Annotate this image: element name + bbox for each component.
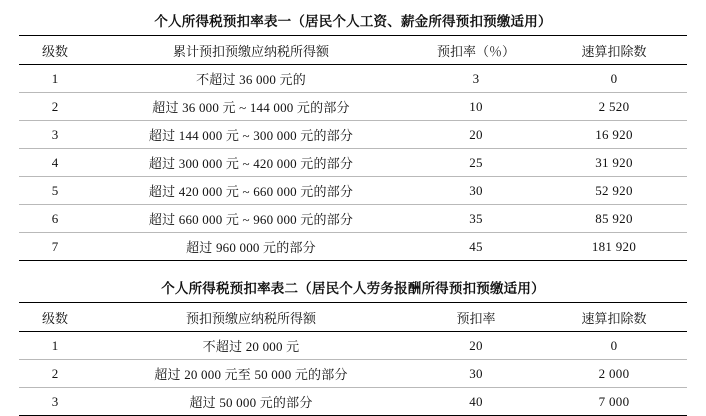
table-row xyxy=(19,205,687,233)
table-row xyxy=(19,93,687,121)
cell-deduction: 2 000 xyxy=(541,360,687,388)
cell-rate: 20 xyxy=(411,332,541,360)
cell-rate: 30 xyxy=(411,360,541,388)
cell-level: 1 xyxy=(19,65,91,93)
cell-income: 超过 36 000 元 ~ 144 000 元的部分 xyxy=(91,93,411,121)
column-header-level: 级数 xyxy=(19,303,91,332)
cell-deduction: 181 920 xyxy=(541,233,687,261)
cell-deduction: 0 xyxy=(541,332,687,360)
table-row xyxy=(19,233,687,261)
cell-level: 3 xyxy=(19,388,91,416)
tax-table-block-2 xyxy=(18,277,688,416)
table-row xyxy=(19,332,687,360)
cell-rate: 30 xyxy=(411,177,541,205)
cell-income: 超过 420 000 元 ~ 660 000 元的部分 xyxy=(91,177,411,205)
cell-level: 2 xyxy=(19,93,91,121)
section-spacer xyxy=(18,263,688,273)
cell-rate: 35 xyxy=(411,205,541,233)
column-header-deduction: 速算扣除数 xyxy=(541,36,687,65)
cell-rate: 25 xyxy=(411,149,541,177)
column-header-rate: 预扣率（％） xyxy=(411,36,541,65)
cell-deduction: 7 000 xyxy=(541,388,687,416)
column-header-income: 累计预扣预缴应纳税所得额 xyxy=(91,36,411,65)
table-title-2: 个人所得税预扣率表二（居民个人劳务报酬所得预扣预缴适用） xyxy=(161,281,545,296)
cell-level: 5 xyxy=(19,177,91,205)
cell-deduction: 31 920 xyxy=(541,149,687,177)
cell-level: 1 xyxy=(19,332,91,360)
cell-deduction: 52 920 xyxy=(541,177,687,205)
cell-income: 超过 20 000 元至 50 000 元的部分 xyxy=(91,360,411,388)
column-header-rate: 预扣率 xyxy=(411,303,541,332)
table-body-1 xyxy=(19,65,687,261)
cell-income: 不超过 20 000 元 xyxy=(91,332,411,360)
cell-rate: 40 xyxy=(411,388,541,416)
cell-level: 6 xyxy=(19,205,91,233)
tax-table-block-1 xyxy=(18,10,688,261)
tax-rate-table-1 xyxy=(19,35,687,261)
column-header-level: 级数 xyxy=(19,36,91,65)
cell-rate: 20 xyxy=(411,121,541,149)
cell-income: 超过 50 000 元的部分 xyxy=(91,388,411,416)
cell-deduction: 2 520 xyxy=(541,93,687,121)
tax-rate-table-2 xyxy=(19,302,687,416)
cell-deduction: 85 920 xyxy=(541,205,687,233)
table-title-1: 个人所得税预扣率表一（居民个人工资、薪金所得预扣预缴适用） xyxy=(154,14,552,29)
cell-income: 超过 960 000 元的部分 xyxy=(91,233,411,261)
table-header-row xyxy=(19,303,687,332)
table-row xyxy=(19,388,687,416)
cell-level: 4 xyxy=(19,149,91,177)
cell-rate: 3 xyxy=(411,65,541,93)
cell-income: 超过 144 000 元 ~ 300 000 元的部分 xyxy=(91,121,411,149)
cell-deduction: 0 xyxy=(541,65,687,93)
table-body-2 xyxy=(19,332,687,416)
cell-rate: 45 xyxy=(411,233,541,261)
table-header-row xyxy=(19,36,687,65)
cell-deduction: 16 920 xyxy=(541,121,687,149)
cell-income: 超过 660 000 元 ~ 960 000 元的部分 xyxy=(91,205,411,233)
table-row xyxy=(19,121,687,149)
column-header-income: 预扣预缴应纳税所得额 xyxy=(91,303,411,332)
table-row xyxy=(19,360,687,388)
table-row xyxy=(19,177,687,205)
table-row xyxy=(19,65,687,93)
cell-income: 超过 300 000 元 ~ 420 000 元的部分 xyxy=(91,149,411,177)
cell-income: 不超过 36 000 元的 xyxy=(91,65,411,93)
column-header-deduction: 速算扣除数 xyxy=(541,303,687,332)
table-header-1 xyxy=(19,36,687,65)
cell-level: 7 xyxy=(19,233,91,261)
table-row xyxy=(19,149,687,177)
cell-rate: 10 xyxy=(411,93,541,121)
table-header-2 xyxy=(19,303,687,332)
cell-level: 3 xyxy=(19,121,91,149)
cell-level: 2 xyxy=(19,360,91,388)
